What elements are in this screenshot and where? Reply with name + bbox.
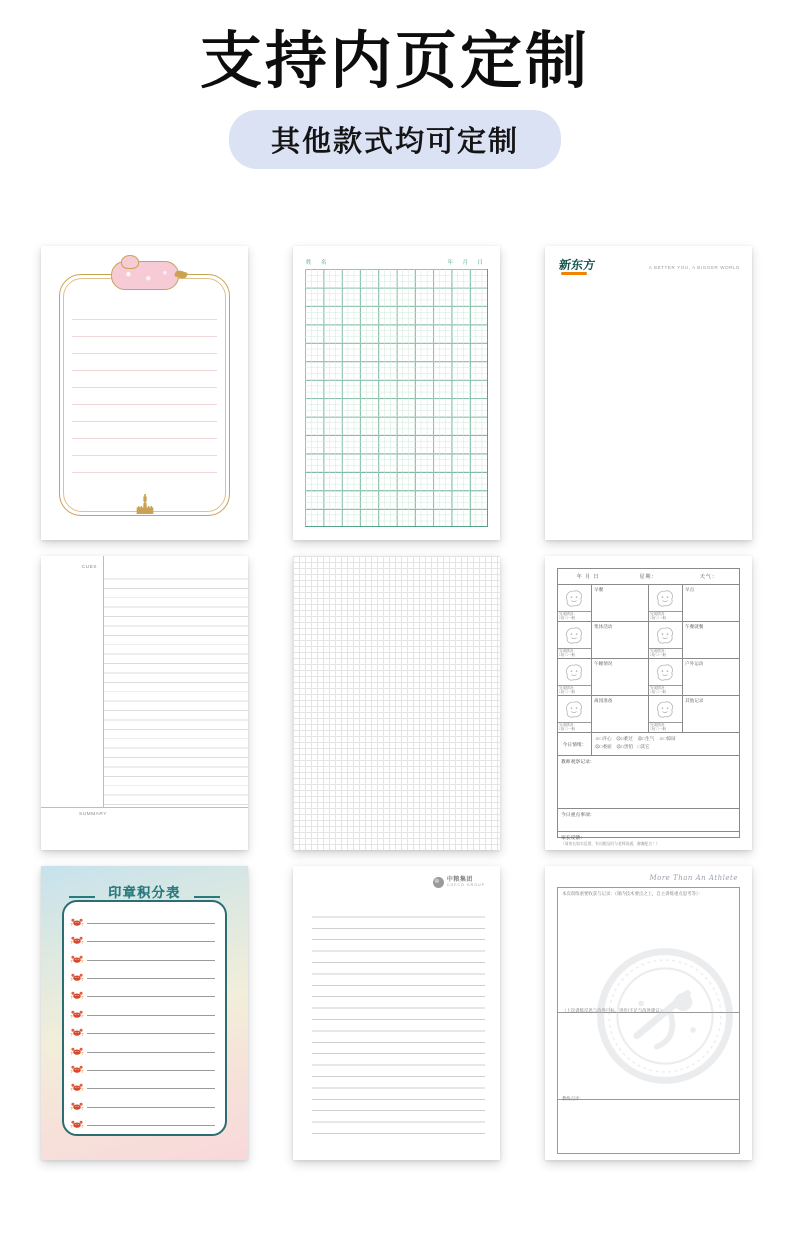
stamp-row — [70, 1056, 217, 1074]
stamp-line — [87, 1070, 215, 1071]
form-date-label: 年 月 日 — [576, 574, 600, 580]
activity-label: 早餐 — [594, 586, 604, 592]
stamp-line — [87, 1088, 215, 1089]
mood-options — [592, 733, 739, 755]
script-motto: More Than An Athlete — [649, 874, 738, 882]
crab-stamp-icon — [70, 1082, 84, 1092]
daily-form-header — [558, 569, 739, 585]
activity-cell — [592, 659, 649, 695]
card-cofco-lined-page — [293, 866, 500, 1160]
activity-doodle-icon — [558, 696, 592, 732]
form-row — [558, 585, 739, 622]
page-title: 支持内页定制 — [199, 27, 590, 96]
card-letterhead-page — [545, 246, 752, 540]
training-notes-box — [557, 887, 740, 1013]
crab-stamp-icon — [70, 1027, 84, 1037]
castle-icon — [134, 494, 156, 519]
activity-caption: 完成情况： □好 □一般 — [649, 611, 682, 621]
crab-stamp-icon — [70, 917, 84, 927]
stamp-line — [87, 1107, 215, 1108]
mood-row — [558, 733, 739, 756]
summary-label: SUMMARY — [79, 812, 107, 817]
key-items-label: 今日重点事项： — [561, 813, 595, 818]
stamp-row — [70, 964, 217, 982]
form-row — [558, 659, 739, 696]
stamp-line — [87, 960, 215, 961]
crab-stamp-icon — [70, 1009, 84, 1019]
card-practice-grid-page — [293, 246, 500, 540]
activity-cell — [683, 585, 739, 621]
cofco-emblem-icon — [433, 877, 444, 888]
activity-doodle-icon — [649, 622, 683, 658]
summary-section — [41, 807, 248, 850]
cofco-brand-cn: 中粮集团 — [446, 877, 473, 884]
graph-grid — [293, 556, 500, 850]
brand-slogan: A BETTER YOU, A BIGGER WORLD — [648, 265, 740, 270]
crab-stamp-icon — [70, 1046, 84, 1056]
activity-label: 集体活动 — [594, 623, 613, 629]
brand-logo: 新东方 — [558, 258, 596, 272]
cofco-logo-text — [447, 877, 485, 888]
crab-stamp-icon — [70, 954, 84, 964]
date-label: 年 月 日 — [447, 260, 487, 266]
form-weather-label: 天气： — [699, 574, 718, 580]
activity-caption: 完成情况： □好 □一般 — [649, 648, 682, 658]
activity-label: 离园准备 — [594, 697, 613, 703]
mood-options-row2: ☹□委屈 ☹□害怕 □其它 — [595, 744, 650, 750]
stamp-sheet-title: 印章积分表 — [41, 882, 248, 901]
card-fancy-note-page — [41, 246, 248, 540]
stamp-line — [87, 1125, 215, 1126]
stamp-row — [70, 1001, 217, 1019]
stamp-row — [70, 1093, 217, 1111]
stamp-rows-panel — [62, 900, 227, 1136]
card-graph-paper-page — [293, 556, 500, 850]
stamp-row — [70, 927, 217, 945]
practice-grid-cells — [305, 269, 488, 527]
crab-stamp-icon — [70, 1101, 84, 1111]
crab-stamp-icon — [70, 935, 84, 945]
card-daily-form-page — [545, 556, 752, 850]
training-prompt-3: 教练点评： — [562, 1096, 584, 1101]
pink-ruled-lines — [72, 303, 217, 489]
crab-stamp-icon — [70, 972, 84, 982]
key-items-section — [558, 809, 739, 832]
activity-doodle-icon — [649, 585, 683, 621]
teacher-observation-section — [558, 756, 739, 809]
activity-doodle-icon — [649, 696, 683, 732]
activity-doodle-icon — [558, 585, 592, 621]
activity-caption: 完成情况： □好 □一般 — [558, 722, 591, 732]
activity-doodle-icon — [558, 622, 592, 658]
cofco-brand-en: COFCO GROUP — [446, 882, 485, 887]
activity-label: 午睡情况 — [594, 660, 613, 666]
card-training-journal-page — [545, 866, 752, 1160]
activity-doodle-icon — [649, 659, 683, 695]
activity-label: 其他记录 — [685, 697, 704, 703]
pink-cloud-badge-icon — [111, 261, 179, 290]
stamp-row — [70, 1074, 217, 1092]
ruled-lines — [312, 906, 485, 1144]
stamp-line — [87, 923, 215, 924]
form-row — [558, 696, 739, 733]
stamp-row — [70, 946, 217, 964]
activity-cell — [592, 696, 649, 732]
activity-label: 早点 — [685, 586, 695, 592]
mood-label: 今日情绪： — [558, 733, 592, 755]
stamp-row — [70, 1111, 217, 1129]
stamp-row — [70, 982, 217, 1000]
stamp-line — [87, 1052, 215, 1053]
stamp-line — [87, 1015, 215, 1016]
cofco-logo — [433, 877, 485, 888]
subtitle-pill: 其他款式均可定制 — [229, 110, 561, 169]
form-row — [558, 622, 739, 659]
crab-stamp-icon — [70, 1119, 84, 1129]
card-cornell-page — [41, 556, 248, 850]
feedback-hint: （请家长如实反馈，有问题及时与老师沟通，谢谢配合！） — [561, 842, 660, 846]
form-week-label: 星期： — [639, 574, 658, 580]
activity-doodle-icon — [558, 659, 592, 695]
brand-logo-accent — [561, 272, 587, 275]
activity-label: 户外运动 — [685, 660, 704, 666]
activity-caption: 完成情况： □好 □一般 — [558, 685, 591, 695]
activity-cell — [592, 622, 649, 658]
template-grid — [41, 246, 752, 1160]
crab-stamp-icon — [70, 1064, 84, 1074]
activity-label: 午餐就餐 — [685, 623, 704, 629]
stamp-row — [70, 1019, 217, 1037]
stamp-row — [70, 1038, 217, 1056]
coach-comment-box — [557, 1093, 740, 1154]
activity-caption: 完成情况： □好 □一般 — [558, 611, 591, 621]
mood-options-row1: ☺□开心 ☹□难过 ☹□生气 ☺□惊讶 — [595, 736, 676, 741]
activity-caption: 完成情况： □好 □一般 — [649, 722, 682, 732]
stamp-row — [70, 909, 217, 927]
activity-cell — [592, 585, 649, 621]
training-review-box — [557, 1005, 740, 1100]
activity-cell — [683, 622, 739, 658]
activity-caption: 完成情况： □好 □一般 — [649, 685, 682, 695]
cues-label: CUES — [81, 565, 97, 570]
notes-ruled-lines — [104, 570, 248, 808]
activity-caption: 完成情况： □好 □一般 — [558, 648, 591, 658]
crab-stamp-icon — [70, 990, 84, 1000]
stamp-line — [87, 941, 215, 942]
activity-cell — [683, 696, 739, 732]
feedback-label: 家长反馈： — [561, 836, 585, 841]
training-prompt-2: （上次训练反思与改进目标，进步/不足与改进建议）： — [562, 1008, 667, 1013]
daily-form — [557, 568, 740, 846]
activity-cell — [683, 659, 739, 695]
stamp-line — [87, 996, 215, 997]
practice-grid-header — [306, 258, 487, 266]
training-prompt-1: 本次训练重要收获与记录：（课内技术要点之上，自主训练重点思考等）： — [562, 891, 703, 896]
gold-frame — [59, 274, 230, 516]
name-label: 姓 名 — [306, 260, 331, 266]
stamp-line — [87, 1033, 215, 1034]
header — [0, 28, 790, 169]
card-stamp-sheet-page — [41, 866, 248, 1160]
stamp-line — [87, 978, 215, 979]
observation-label: 教师观察记录： — [561, 760, 595, 765]
